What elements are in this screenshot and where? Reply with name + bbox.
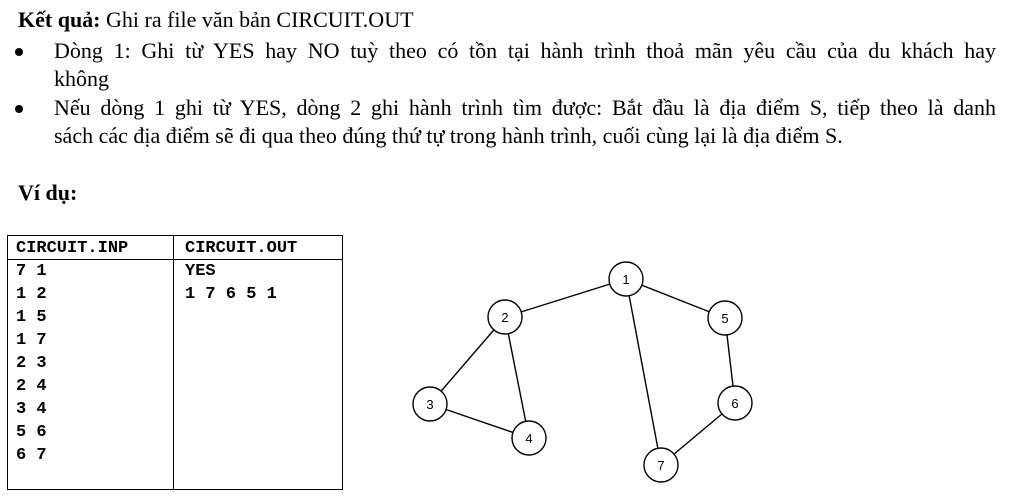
bullet-list	[0, 37, 1000, 151]
input-line: 6 7	[16, 446, 47, 465]
result-text: Ghi ra file văn bản CIRCUIT.OUT	[100, 7, 414, 32]
graph-node-label-1: 1	[622, 272, 630, 287]
input-file-header: CIRCUIT.INP	[16, 239, 129, 258]
bullet-line: Dòng 1: Ghi từ YES hay NO tuỳ theo có tồn tại hành trình thoả mãn yêu cầu của du khách hay	[54, 38, 996, 63]
graph-node-label-5: 5	[721, 311, 729, 326]
bullet-dot-icon	[15, 105, 23, 113]
result-heading	[18, 6, 414, 34]
graph-diagram	[380, 240, 780, 490]
input-line: 2 4	[16, 377, 47, 396]
bullet-item	[0, 37, 1000, 93]
output-line: 1 7 6 5 1	[185, 285, 277, 304]
bullet-line: không	[54, 66, 109, 91]
graph-node-label-3: 3	[426, 397, 434, 412]
bullet-dot-icon	[15, 48, 23, 56]
graph-node-label-6: 6	[731, 396, 739, 411]
input-line: 1 7	[16, 331, 47, 350]
input-lines	[16, 260, 47, 467]
graph-edges	[430, 279, 735, 465]
graph-node-label-2: 2	[501, 310, 509, 325]
bullet-line: Nếu dòng 1 ghi từ YES, dòng 2 ghi hành trình tìm được: Bắt đầu là địa điểm S, tiếp theo là danh	[54, 95, 996, 120]
output-line: YES	[185, 262, 216, 281]
input-line: 2 3	[16, 354, 47, 373]
input-line: 1 5	[16, 308, 47, 327]
input-line: 5 6	[16, 423, 47, 442]
bullet-item	[0, 94, 1000, 150]
output-file-header: CIRCUIT.OUT	[185, 239, 298, 258]
input-line: 3 4	[16, 400, 47, 419]
graph-edge-2-4	[505, 317, 529, 438]
graph-edge-1-7	[626, 279, 661, 465]
io-table	[7, 235, 343, 490]
graph-node-label-7: 7	[657, 458, 665, 473]
graph-node-label-4: 4	[525, 431, 533, 446]
example-heading: Ví dụ:	[18, 180, 78, 205]
input-line: 7 1	[16, 262, 47, 281]
result-label: Kết quả:	[18, 7, 101, 32]
graph-nodes	[413, 262, 752, 482]
input-line: 1 2	[16, 285, 47, 304]
bullet-line: sách các địa điểm sẽ đi qua theo đúng thứ tự trong hành trình, cuối cùng lại là địa điểm S.	[54, 123, 843, 148]
graph-edge-1-2	[505, 279, 626, 317]
output-lines	[185, 260, 277, 306]
column-divider	[173, 236, 174, 489]
